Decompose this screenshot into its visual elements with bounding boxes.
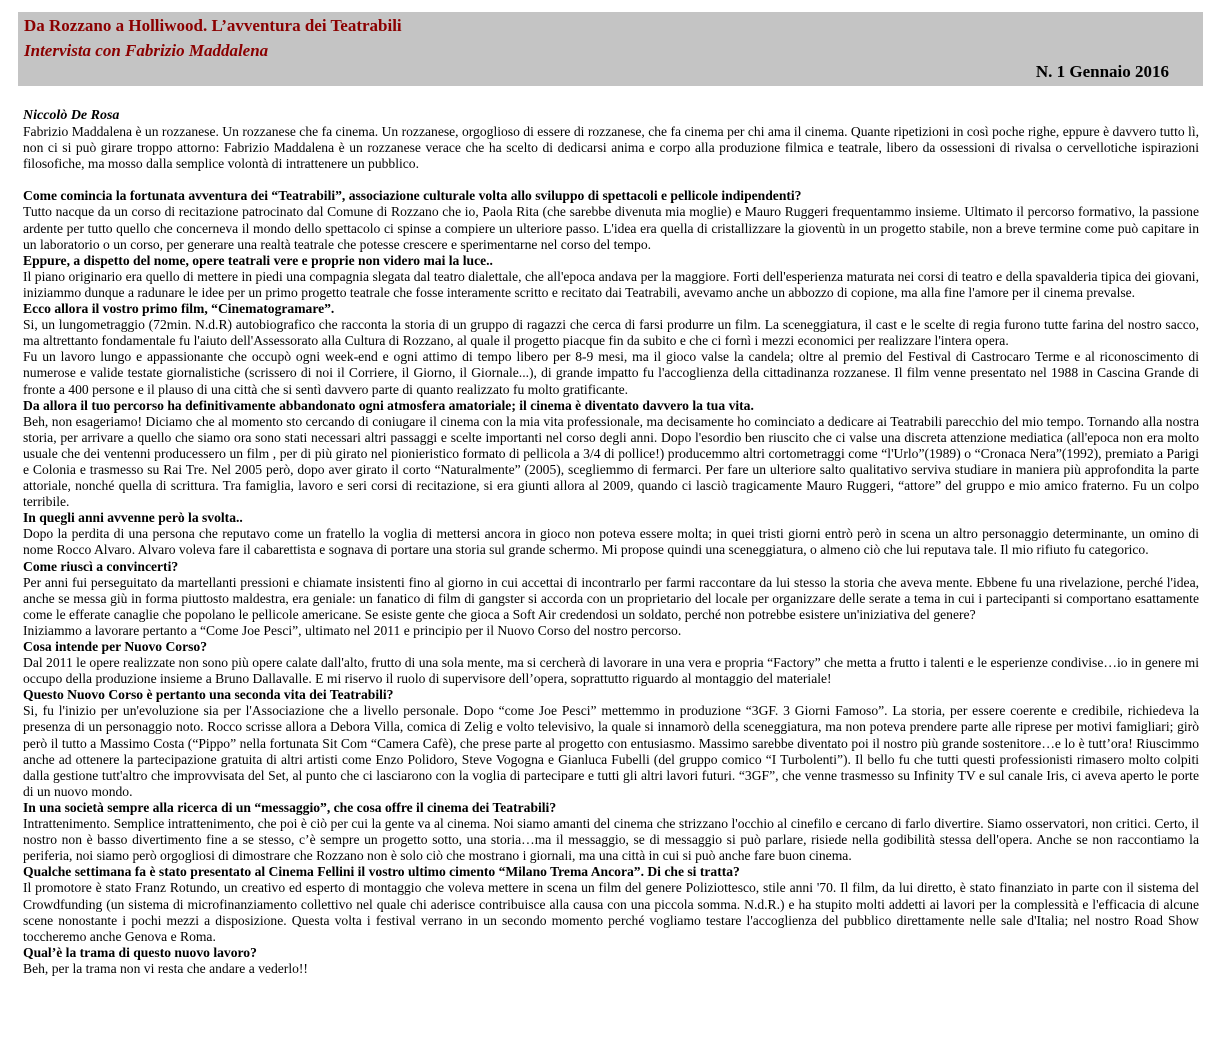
- answer: Iniziammo a lavorare pertanto a “Come Joe Pesci”, ultimato nel 2011 e principio per il Nuovo Corso del nostro percorso.: [23, 622, 682, 638]
- answer: Dal 2011 le opere realizzate non sono più opere calate dall'alto, frutto di una sola mente, ma si cercherà di lavorare in una vera e propria “Factory” che metta a frutto i talenti e le esperienze condivise…io in genere mi occupo della produzione insieme a Bruno Dallavalle. E mi riservo il ruolo di supervisore dell’opera, soprattutto riguardo al montaggio del materiale!: [23, 655, 1199, 687]
- answer: Beh, per la trama non vi resta che andare a vederlo!!: [23, 960, 308, 976]
- answer: Beh, non esageriamo! Diciamo che al momento sto cercando di coniugare il cinema con la mia vita professionale, ma decisamente ho cominciato a dedicare ai Teatrabili parecchio del mio tempo. Tornando alla nostra storia, per arrivare a quello che siamo ora sono stati necessari altri passaggi e scelte importanti nel corso degli anni. Dopo l'esordio ben riuscito che ci valse una discreta attenzione mediatica (all'epoca non era molto usuale che dei ventenni producessero un film , per di più girato nel pionieristico formato di pellicola a 3/4 di pollice!) producemmo altri cortometraggi come “l'Urlo”(1989) o “Cronaca Nera”(1992), premiato a Parigi e Colonia e trasmesso su Rai Tre. Nel 2005 però, dopo aver girato il corto “Naturalmente” (2005), scegliemmo di fermarci. Per fare un ulteriore salto qualitativo serviva studiare in maniera più approfondita la parte attoriale, nonché quella di scrittura. Tra famiglia, lavoro e seri corsi di recitazione, si era giunti allora al 2009, quando ci lasciò tragicamente Mauro Ruggeri, “attore” del gruppo e mio amico fraterno. Fu un colpo terribile.: [23, 413, 1199, 510]
- issue-number: N. 1 Gennaio 2016: [1035, 62, 1169, 81]
- answer: Fu un lavoro lungo e appassionante che occupò ogni week-end e ogni attimo di tempo libero per 8-9 mesi, ma il gioco valse la candela; oltre al premio del Festival di Castrocaro Terme e al riconoscimento di numerose e valide testate giornalistiche (scrissero di noi il Corriere, il Giorno, il Giornale...), di grande impatto fu l'accoglienza della cittadinanza rozzanese. Il film venne presentato nel 1988 in Cascina Grande di fronte a 400 persone e il plauso di una città che si sentì davvero parte di quanto realizzato fu molto gratificante.: [23, 349, 1199, 397]
- answer: Si, un lungometraggio (72min. N.d.R) autobiografico che racconta la storia di un gruppo di ragazzi che cerca di farsi produrre un film. La sceneggiatura, il cast e le scelte di regia furono tutte farina del nostro sacco, ma altrettanto fondamentale fu l'aiuto dell'Assessorato alla Cultura di Rozzano, al quale il progetto piacque fin da subito e che ci fornì i mezzi economici per realizzare l'intera opera.: [23, 317, 1199, 349]
- answer: Intrattenimento. Semplice intrattenimento, che poi è ciò per cui la gente va al cinema. Noi siamo amanti del cinema che strizzano l'occhio al cinefilo e cercano di farlo divertire. Siamo osservatori, non critici. Certo, il nostro non è basso divertimento fine a se stesso, c’è sempre un progetto sotto, una storia…ma il messaggio, se di messaggio si può parlare, risiede nella godibilità stessa dell'opera. Anche se non raccontiamo la periferia, noi siamo però orgogliosi di dimostrare che Rozzano non è solo ciò che mostrano i giornali, ma una città in cui si può anche fare buon cinema.: [23, 816, 1199, 864]
- question: Cosa intende per Nuovo Corso?: [23, 639, 208, 654]
- answer: Il promotore è stato Franz Rotundo, un creativo ed esperto di montaggio che voleva mettere in scena un film del genere Poliziottesco, stile anni '70. Il film, da lui diretto, è stato finanziato in parte con il sistema del Crowdfunding (un sistema di microfinanziamento collettivo nel quale chi aderisce contribuisce alla causa con una piccola somma. N.d.R.) e ha stupito molti addetti ai lavori per la complessità e l'efficacia di alcune scene nonostante i pochi mezzi a disposizione. Questa volta i festival verrano in un secondo momento perché vogliamo testare l'accoglienza del pubblico direttamente nelle sale d'Italia; nel nostro Road Show toccheremo anche Genova e Roma.: [23, 880, 1199, 944]
- article-header: [18, 12, 1203, 86]
- answer: Si, fu l'inizio per un'evoluzione sia per l'Associazione che a livello personale. Dopo “come Joe Pesci” mettemmo in produzione “3GF. 3 Giorni Famoso”. La storia, per essere coerente e credibile, richiedeva la presenza di un personaggio noto. Rocco scrisse allora a Debora Villa, comica di Zelig e volto televisivo, la quale si innamorò della sceneggiatura, ma non poteva prendere parte alle riprese per motivi famigliari; girò però il tutto a Massimo Costa (“Pippo” nella fortunata Sit Com “Camera Cafè), che prese parte al progetto con entusiasmo. Massimo sarebbe diventato poi il nostro più grande sostenitore…e lo è tutt’ora! Riuscimmo anche ad ottenere la partecipazione gratuita di altri artisti come Enzo Polidoro, Steve Vogogna e Gianluca Fubelli (del gruppo comico “I Turbolenti”). Il bello fu che tutti questi professionisti rimasero molto colpiti dalla gestione tutt'altro che improvvisata del Set, al punto che ci lasciarono con la voglia di partecipare e tutti gli altri lavori futuri. “3GF”, che venne trasmesso su Infinity TV e sul canale Iris, ci aveva aperto le porte di un nuovo mondo.: [23, 703, 1199, 799]
- answer: Il piano originario era quello di mettere in piedi una compagnia slegata dal teatro dialettale, che all'epoca andava per la maggiore. Forti dell'esperienza maturata nei corsi di teatro e della spavalderia tipica dei giovani, iniziammo dunque a radunare le idee per un primo progetto teatrale che fosse interamente scritto e recitato dai Teatrabili, avevamo anche un abbozzo di copione, ma alla fine l'amore per il cinema prevalse.: [23, 268, 1199, 300]
- article-subtitle: Intervista con Fabrizio Maddalena: [24, 41, 269, 60]
- author-name: Niccolò De Rosa: [23, 108, 120, 123]
- answer: Dopo la perdita di una persona che reputavo come un fratello la voglia di mettersi ancora in gioco non poteva essere molta; in quei tristi giorni entrò però in scena un altro personaggio determinante, un omino di nome Rocco Alvaro. Alvaro voleva fare il cabarettista e sognava di portare una storia sul grande schermo. Mi propose quindi una sceneggiatura, o almeno ciò che lui reputava tale. Il mio rifiuto fu categorico.: [23, 526, 1199, 558]
- question: Da allora il tuo percorso ha definitivamente abbandonato ogni atmosfera amatoriale; il cinema è diventato davvero la tua vita.: [23, 397, 754, 413]
- question: Eppure, a dispetto del nome, opere teatrali vere e proprie non videro mai la luce..: [23, 252, 493, 268]
- article-body: [23, 108, 1199, 977]
- question: Ecco allora il vostro primo film, “Cinematogramare”.: [23, 301, 335, 317]
- answer: Per anni fui perseguitato da martellanti pressioni e chiamate insistenti fino al giorno in cui accettai di incontrarlo per farmi raccontare da lui stesso la storia che aveva mente. Ebbene fu una rivelazione, perché l'idea, anche se messa giù in forma piuttosto maldestra, era geniale: un fanatico di film di gangster si accorda con un proprietario del locale per organizzare delle serate a tema in cui i partecipanti si comportano esattamente come le efferate canaglie che popolano le pellicole americane. Se esiste gente che gioca a Soft Air credendosi un soldato, perché non potrebbe esistere un'iniziativa del genere?: [23, 574, 1199, 622]
- article-title: Da Rozzano a Holliwood. L’avventura dei Teatrabili: [24, 16, 402, 35]
- question: Come comincia la fortunata avventura dei “Teatrabili”, associazione culturale volta allo sviluppo di spettacoli e pellicole indipendenti?: [23, 188, 802, 204]
- question: Qualche settimana fa è stato presentato al Cinema Fellini il vostro ultimo cimento “Milano Trema Ancora”. Di che si tratta?: [23, 864, 740, 880]
- question: Qual’è la trama di questo nuovo lavoro?: [23, 944, 257, 960]
- answer: Tutto nacque da un corso di recitazione patrocinato dal Comune di Rozzano che io, Paola Rita (che sarebbe divenuta mia moglie) e Mauro Ruggeri frequentammo insieme. Ultimato il percorso formativo, la passione ardente per tutto quello che concerneva il mondo dello spettacolo ci spinse a compiere un ulteriore passo. L'idea era quella di cristallizzare la gioventù in un progetto stabile, non a breve termine come può capitare in un laboratorio o un corso, per generare una realtà teatrale che potesse crescere e sperimentarne nel corso del tempo.: [23, 204, 1199, 252]
- question: In quegli anni avvenne però la svolta..: [23, 510, 243, 526]
- question: In una società sempre alla ricerca di un “messaggio”, che cosa offre il cinema dei Teatrabili?: [23, 799, 557, 815]
- question: Questo Nuovo Corso è pertanto una seconda vita dei Teatrabili?: [23, 687, 394, 703]
- question: Come riuscì a convincerti?: [23, 558, 179, 574]
- paragraph-spacer: [23, 172, 1199, 188]
- intro-paragraph: Fabrizio Maddalena è un rozzanese. Un rozzanese che fa cinema. Un rozzanese, orgoglioso di essere di rozzanese, che fa cinema per chi ama il cinema. Quante ripetizioni in così poche righe, eppure è davvero tutto lì, non ci si può girare troppo attorno: Fabrizio Maddalena è un rozzanese verace che ha scelto di dedicarsi anima e corpo alla produzione filmica e teatrale, libero da ossessioni di rivalsa o cervellotiche ispirazioni filosofiche, ma mosso dalla semplice volontà di intrattenere un pubblico.: [23, 124, 1199, 172]
